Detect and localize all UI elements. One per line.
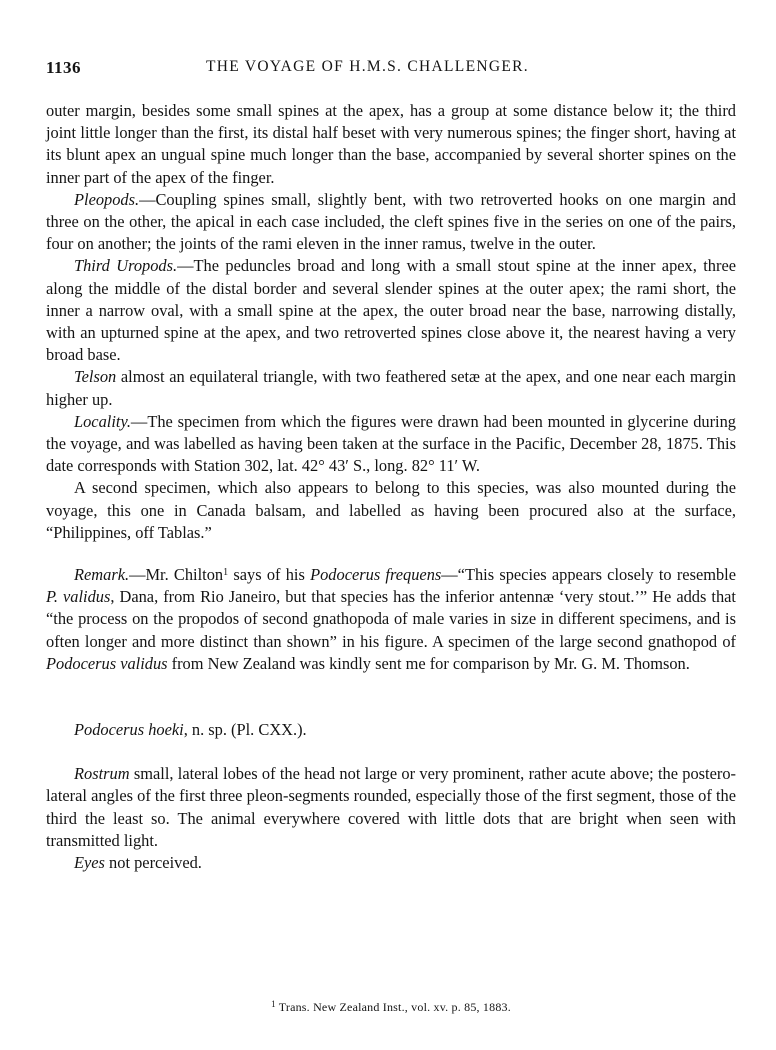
running-title: THE VOYAGE OF H.M.S. CHALLENGER. [206, 58, 529, 75]
paragraph-telson: Telson almost an equilateral triangle, with two feathered setæ at the apex, and one near each margin higher up. [46, 367, 736, 409]
footnote-text: Trans. New Zealand Inst., vol. xv. p. 85, 1883. [275, 1000, 511, 1014]
uropods-lead: Third Uropods. [74, 256, 178, 276]
remark-lead: Remark. [74, 565, 130, 585]
paragraph-third-uropods: Third Uropods.—The peduncles broad and long with a small stout spine at the inner apex, three along the middle of the distal border and several slender spines at the outer apex; the rami short, the inner a narrow oval, with a small spine at the apex, the outer broad near the base, narrowing distally, with an upturned spine at the apex, and two retroverted spines close above it, the nearest having a very broad base. [46, 256, 736, 365]
species-name-p-validus: P. validus [46, 587, 111, 607]
paragraph-locality: Locality.—The specimen from which the figures were drawn had been mounted in glycerine during the voyage, and was labelled as having been taken at the surface in the Pacific, December 28, 1875. This date corresponds with Station 302, lat. 42° 43′ S., long. 82° 11′ W. [46, 411, 736, 476]
footnote-marker: 1 [271, 999, 276, 1009]
page-header [46, 58, 736, 80]
species-name-validus: Podocerus validus [46, 653, 168, 673]
body-text [46, 100, 736, 874]
paragraph-pleopods: Pleopods.—Coupling spines small, slightly bent, with two retroverted hooks on one margin and three on the other, the apical in each case included, the cleft spines five in the series on one of the pairs, four on another; the joints of the rami eleven in the inner ramus, twelve in the outer. [46, 189, 736, 254]
telson-lead: Telson [74, 367, 117, 387]
footnote [46, 1000, 736, 1015]
species-name-frequens: Podocerus frequens [310, 565, 442, 585]
species-heading: Podocerus hoeki, n. sp. (Pl. CXX.). [74, 720, 307, 740]
page-number: 1136 [46, 58, 82, 77]
rostrum-lead: Rostrum [74, 764, 130, 784]
locality-lead: Locality. [74, 411, 131, 431]
document-page [46, 0, 736, 1050]
pleopods-lead: Pleopods. [74, 189, 140, 209]
paragraph-rostrum: Rostrum small, lateral lobes of the head not large or very prominent, rather acute above; the postero-lateral angles of the first three pleon-segments rounded, especially those of the first segment, those of the third the least so. The animal everywhere covered with little dots that are bright when seen with transmitted light. [46, 764, 736, 850]
paragraph-remark: Remark.—Mr. Chilton$^1$ says of his Podocerus frequens—“This species appears closely to resemble P. validus, Dana, from Rio Janeiro, but that species has the inferior antennæ ‘very stout.’” He adds that “the process on the propodos of second gnathopoda of male varies in size in different specimens, and is often longer and more distinct than shown” in his figure. A specimen of the large second gnathopod of Podocerus validus from New Zealand was kindly sent me for comparison by Mr. G. M. Thomson. [46, 565, 736, 673]
paragraph-continuation: outer margin, besides some small spines at the apex, has a group at some distance below it; the third joint little longer than the first, its distal half beset with very numerous spines; the finger short, having at its blunt apex an ungual spine much longer than the base, accompanied by several shorter spines on the inner part of the apex of the finger. [46, 101, 736, 187]
paragraph-second-specimen: A second specimen, which also appears to belong to this species, was also mounted during the voyage, this one in Canada balsam, and labelled as having been procured also at the surface, “Philippines, off Tablas.” [46, 478, 736, 542]
eyes-lead: Eyes [74, 853, 105, 873]
species-heading-name: Podocerus hoeki [74, 720, 184, 740]
footnote-reference: 1 [223, 567, 229, 579]
paragraph-eyes: Eyes not perceived. [74, 853, 202, 873]
